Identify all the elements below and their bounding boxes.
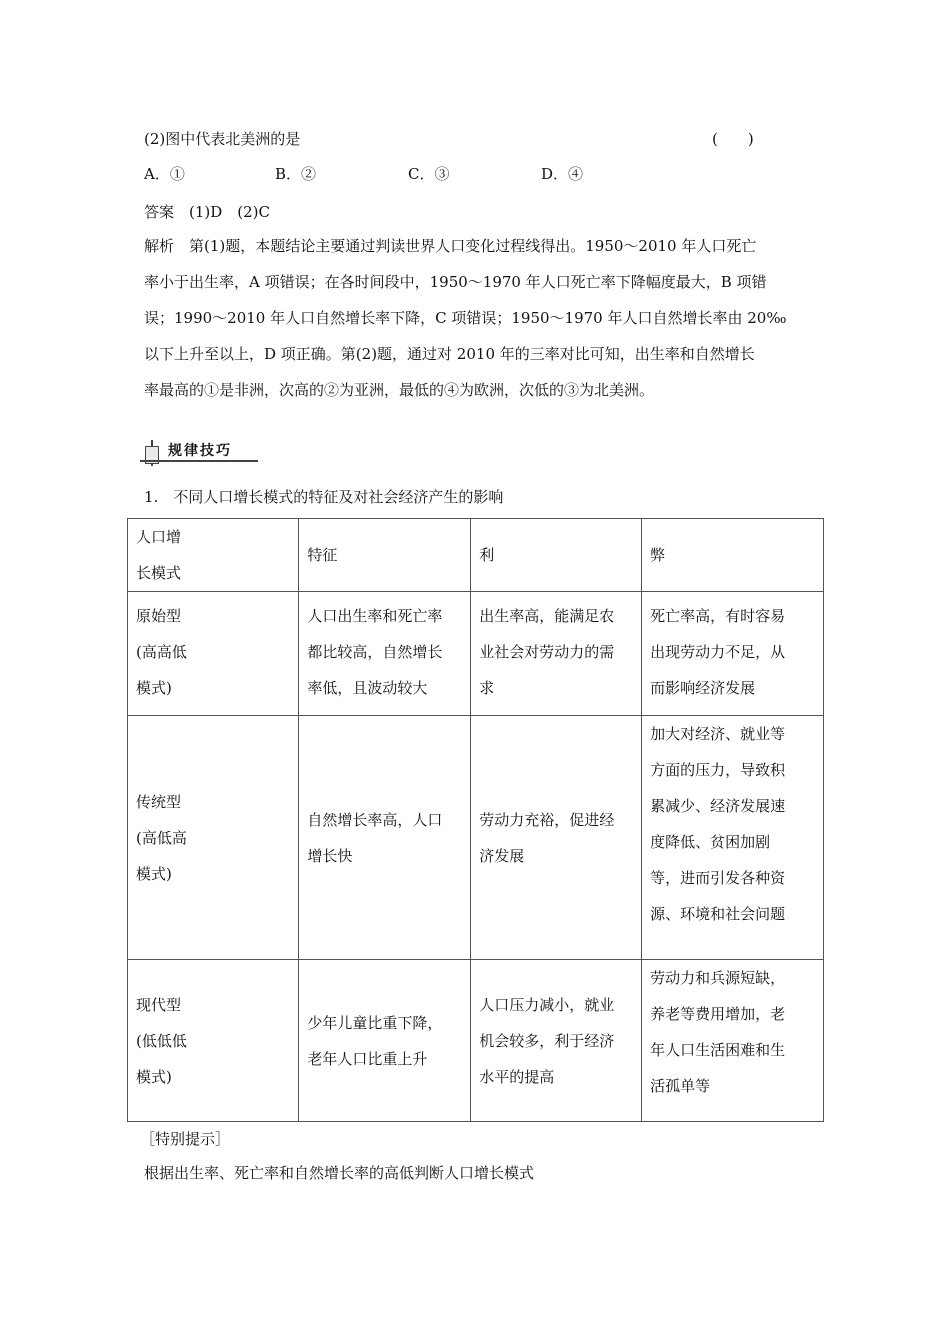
header-con: 弊 (642, 519, 824, 592)
analysis-line: 率最高的①是非洲，次高的②为亚洲，最低的④为欧洲，次低的③为北美洲。 (144, 381, 655, 399)
analysis-line: 以下上升至以上，D 项正确。第(2)题，通过对 2010 年的三率对比可知，出生率和自然增长 (144, 345, 755, 363)
mode-cell: 现代型 (低低低 模式) (128, 960, 299, 1122)
pro-cell: 劳动力充裕，促进经 济发展 (471, 716, 642, 960)
feature-cell: 自然增长率高，人口 增长快 (299, 716, 471, 960)
pro-cell: 人口压力减小，就业 机会较多，利于经济 水平的提高 (471, 960, 642, 1122)
con-cell: 劳动力和兵源短缺， 养老等费用增加，老 年人口生活困难和生 活孤单等 (642, 960, 824, 1122)
answer-bracket: ( ) (712, 130, 754, 148)
option-a: A．① (144, 165, 185, 183)
analysis-line: 率小于出生率，A 项错误；在各时间段中，1950～1970 年人口死亡率下降幅度最大，B 项错 (144, 273, 767, 291)
con-cell: 加大对经济、就业等 方面的压力，导致积 累减少、经济发展速 度降低、贫困加剧 等，进而引发各种资 源、环境和社会问题 (642, 716, 824, 960)
section-divider (140, 460, 258, 462)
table-row (128, 960, 824, 1122)
header-mode: 人口增 长模式 (128, 519, 299, 592)
feature-cell: 人口出生率和死亡率 都比较高，自然增长 率低，且波动较大 (299, 592, 471, 716)
header-pro: 利 (471, 519, 642, 592)
option-d: D．④ (541, 165, 584, 183)
option-b: B．② (275, 165, 317, 183)
question-stem: (2)图中代表北美洲的是 (144, 130, 301, 148)
analysis-paragraph (144, 228, 816, 408)
feature-cell: 少年儿童比重下降， 老年人口比重上升 (299, 960, 471, 1122)
tip-label: ［特别提示］ (140, 1130, 231, 1148)
section-header (140, 440, 258, 466)
population-mode-table (127, 518, 824, 1122)
header-feature: 特征 (299, 519, 471, 592)
table-header-row (128, 519, 824, 592)
table-row (128, 592, 824, 716)
table-row (128, 716, 824, 960)
mode-cell: 原始型 (高高低 模式) (128, 592, 299, 716)
con-cell: 死亡率高，有时容易 出现劳动力不足，从 而影响经济发展 (642, 592, 824, 716)
mode-cell: 传统型 (高低高 模式) (128, 716, 299, 960)
section-title: 规律技巧 (168, 443, 232, 459)
pro-cell: 出生率高，能满足农 业社会对劳动力的需 求 (471, 592, 642, 716)
answer-line: 答案 (1)D (2)C (144, 203, 270, 221)
analysis-line: 误；1990～2010 年人口自然增长率下降，C 项错误；1950～1970 年人口自然增长率由 20‰ (144, 309, 787, 327)
analysis-line: 解析 第(1)题，本题结论主要通过判读世界人口变化过程线得出。1950～2010 年人口死亡 (144, 237, 757, 255)
option-c: C．③ (408, 165, 450, 183)
list-heading: 1. 不同人口增长模式的特征及对社会经济产生的影响 (144, 488, 504, 506)
tip-text: 根据出生率、死亡率和自然增长率的高低判断人口增长模式 (144, 1164, 535, 1182)
